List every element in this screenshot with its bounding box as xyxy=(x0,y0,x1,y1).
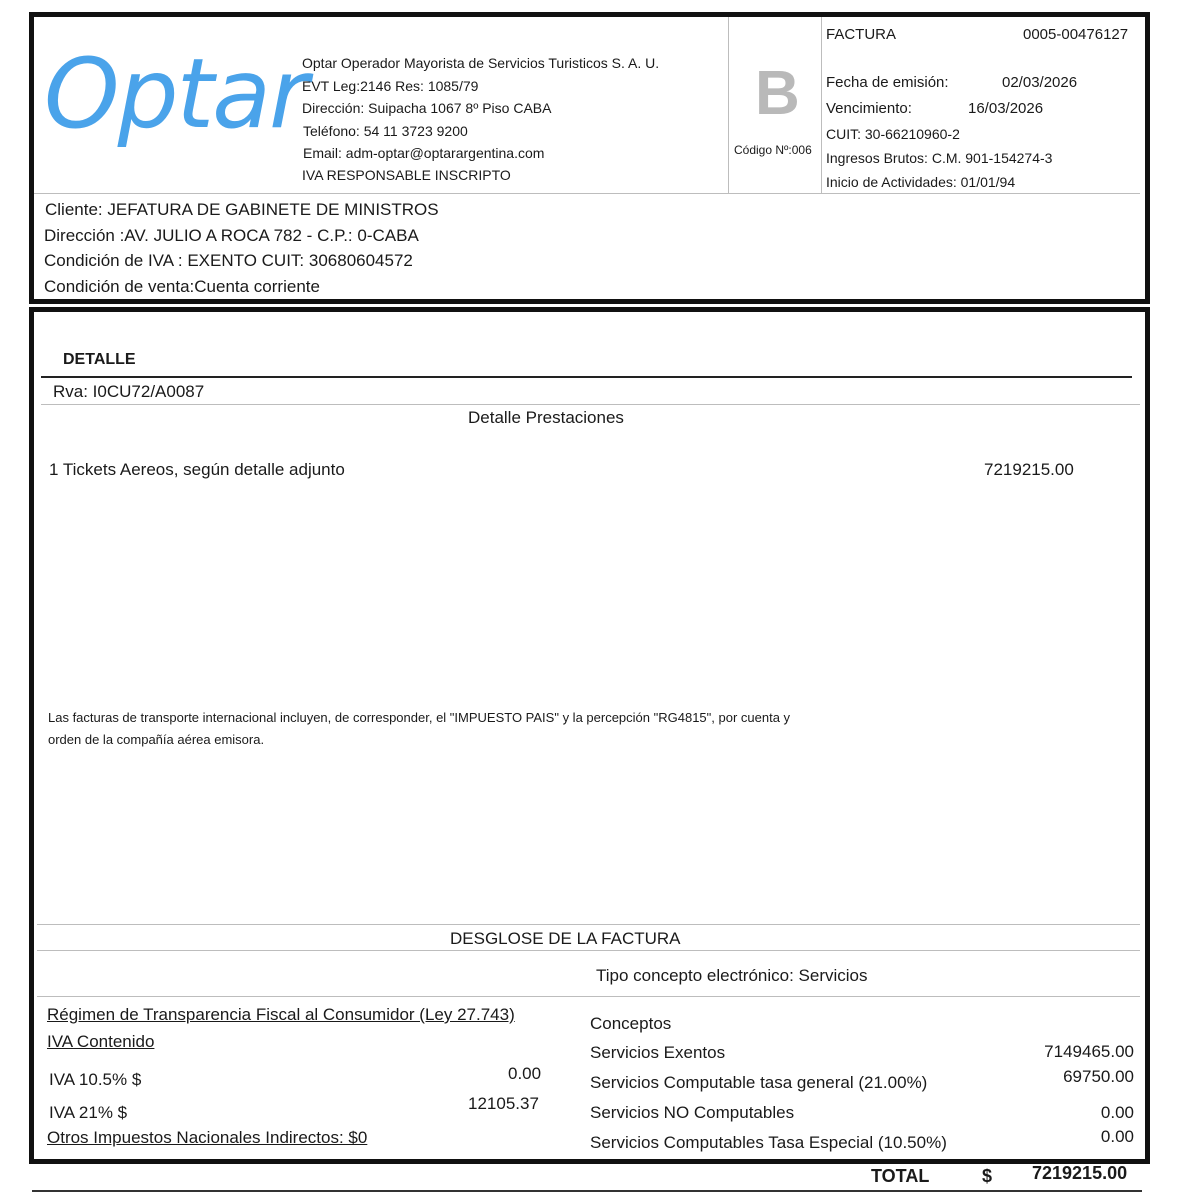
reservation-code: Rva: I0CU72/A0087 xyxy=(53,382,205,401)
company-cuit: CUIT: 30-66210960-2 xyxy=(826,126,960,142)
issue-date: 02/03/2026 xyxy=(1002,74,1078,91)
client-sale-condition: Condición de venta:Cuenta corriente xyxy=(44,277,320,296)
breakdown-title-divider xyxy=(37,950,1140,951)
company-name: Optar Operador Mayorista de Servicios Turisticos S. A. U. xyxy=(302,55,660,71)
concept-label-special-rate: Servicios Computables Tasa Especial (10.50%) xyxy=(590,1133,947,1152)
detail-title: DETALLE xyxy=(63,351,136,368)
header-client-divider xyxy=(34,193,1140,194)
concept-value-non-computable: 0.00 xyxy=(1100,1103,1134,1122)
iva-21-value: 12105.37 xyxy=(468,1094,539,1113)
optar-logo: Optar xyxy=(44,38,307,150)
item-amount: 7219215.00 xyxy=(984,460,1074,479)
header-divider-right xyxy=(821,17,822,193)
total-amount: 7219215.00 xyxy=(1032,1163,1128,1183)
item-description: 1 Tickets Aereos, según detalle adjunto xyxy=(49,460,345,479)
invoice-label: FACTURA xyxy=(826,26,897,43)
transparency-regime: Régimen de Transparencia Fiscal al Consumidor (Ley 27.743) xyxy=(47,1005,515,1024)
invoice-letter: B xyxy=(755,59,800,128)
concept-label-non-computable: Servicios NO Computables xyxy=(590,1103,795,1122)
company-evt: EVT Leg:2146 Res: 1085/79 xyxy=(302,78,479,94)
breakdown-content-divider xyxy=(37,996,1140,997)
invoice-code: Código Nº:006 xyxy=(734,143,812,157)
header-divider-left xyxy=(728,17,729,193)
total-currency: $ xyxy=(982,1166,993,1186)
services-subtitle: Detalle Prestaciones xyxy=(468,408,624,427)
company-email: Email: adm-optar@optarargentina.com xyxy=(303,145,545,161)
concepts-title: Conceptos xyxy=(590,1014,672,1033)
activity-start: Inicio de Actividades: 01/01/94 xyxy=(826,174,1016,190)
iva-21-label: IVA 21% $ xyxy=(49,1103,128,1122)
invoice-number: 0005-00476127 xyxy=(1023,26,1129,43)
concept-value-special-rate: 0.00 xyxy=(1100,1127,1134,1146)
other-national-taxes: Otros Impuestos Nacionales Indirectos: $0 xyxy=(47,1128,368,1147)
concept-value-general-rate: 69750.00 xyxy=(1063,1067,1134,1086)
concept-label-general-rate: Servicios Computable tasa general (21.00%) xyxy=(590,1073,928,1092)
iva-contained-label: IVA Contenido xyxy=(47,1032,155,1051)
breakdown-title: DESGLOSE DE LA FACTURA xyxy=(450,929,681,948)
total-label: TOTAL xyxy=(871,1166,930,1186)
concept-value-exempt: 7149465.00 xyxy=(1044,1042,1134,1061)
concept-type: Tipo concepto electrónico: Servicios xyxy=(596,966,868,985)
bottom-rule xyxy=(32,1190,1142,1192)
client-iva-condition: Condición de IVA : EXENTO CUIT: 30680604572 xyxy=(44,251,413,270)
due-date: 16/03/2026 xyxy=(968,100,1044,117)
breakdown-top-divider xyxy=(37,924,1140,925)
transport-note-line1: Las facturas de transporte internacional incluyen, de corresponder, el "IMPUESTO PAIS" y la percepción "RG4815", por cuenta y xyxy=(48,710,791,725)
transport-note-line2: orden de la compañía aérea emisora. xyxy=(48,732,265,747)
iva-105-value: 0.00 xyxy=(508,1064,542,1083)
company-iva-condition: IVA RESPONSABLE INSCRIPTO xyxy=(302,167,511,183)
company-address: Dirección: Suipacha 1067 8º Piso CABA xyxy=(302,100,552,116)
reservation-divider xyxy=(41,404,1140,405)
due-date-label: Vencimiento: xyxy=(826,100,912,117)
client-address: Dirección :AV. JULIO A ROCA 782 - C.P.: 0-CABA xyxy=(44,226,419,245)
concept-label-exempt: Servicios Exentos xyxy=(590,1043,726,1062)
issue-date-label: Fecha de emisión: xyxy=(826,74,949,91)
client-name: Cliente: JEFATURA DE GABINETE DE MINISTROS xyxy=(45,200,439,219)
company-phone: Teléfono: 54 11 3723 9200 xyxy=(303,123,468,139)
gross-income: Ingresos Brutos: C.M. 901-154274-3 xyxy=(826,150,1053,166)
detail-title-rule xyxy=(41,376,1132,378)
iva-105-label: IVA 10.5% $ xyxy=(49,1070,142,1089)
